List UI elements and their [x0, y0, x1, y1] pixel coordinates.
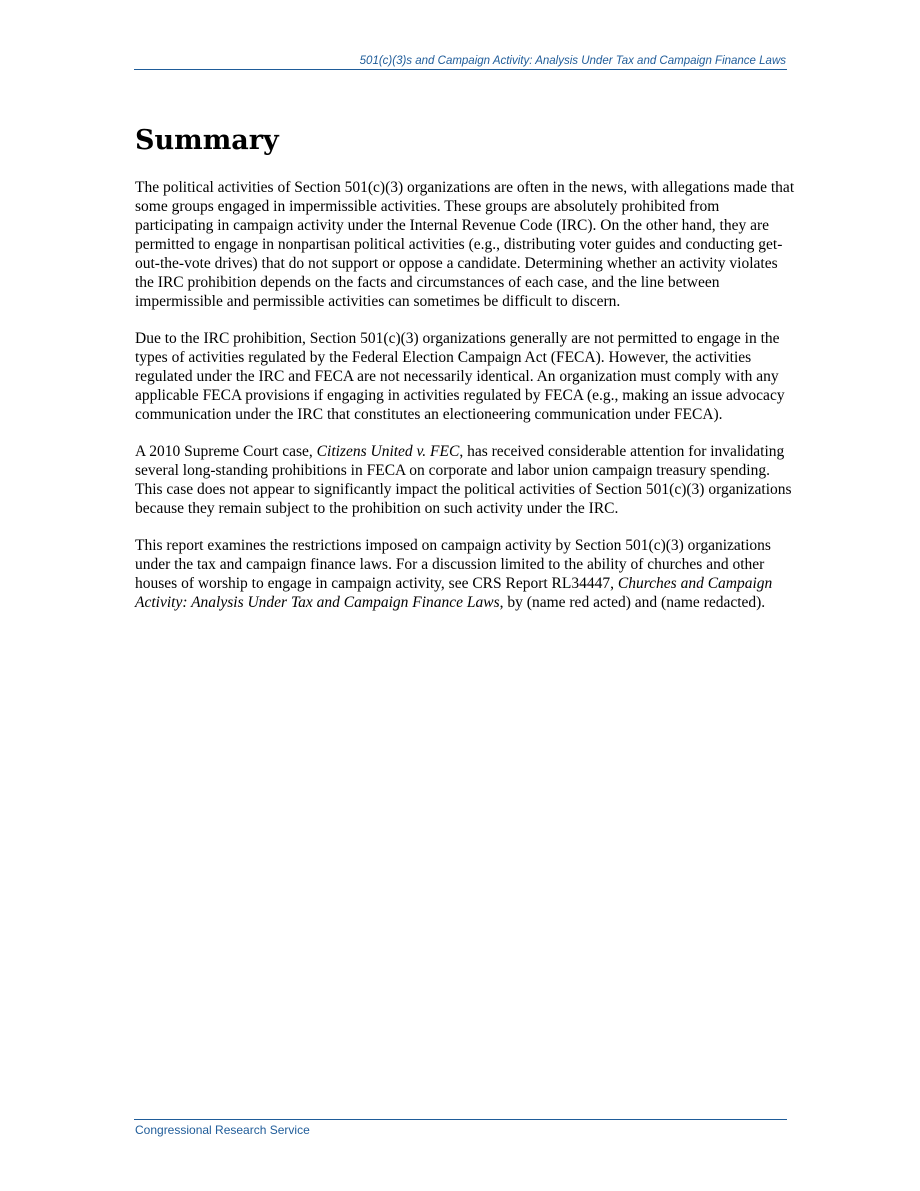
paragraph-4 — [135, 536, 795, 612]
report-title: Churches and Campaign Activity: Analysis Under Tax and Campaign Finance Laws — [135, 575, 773, 611]
case-name: Citizens United v. FEC — [316, 443, 460, 460]
paragraph-4-end: , by (name red acted) and (name redacted). — [499, 594, 766, 611]
paragraph-3 — [135, 442, 795, 518]
footer-rule — [134, 1119, 787, 1120]
page-title: Summary — [135, 125, 279, 156]
summary-body — [135, 178, 795, 630]
header-rule — [134, 69, 787, 70]
running-header: 501(c)(3)s and Campaign Activity: Analysis Under Tax and Campaign Finance Laws — [359, 55, 786, 67]
paragraph-2: Due to the IRC prohibition, Section 501(c)(3) organizations generally are not permitted to engage in the types of activities regulated by the Federal Election Campaign Act (FECA). However, the activities regulated under the IRC and FECA are not necessarily identical. An organization must comply with any applicable FECA provisions if engaging in activities regulated by FECA (e.g., making an issue advocacy communication under the IRC that constitutes an electioneering communication under FECA). — [135, 330, 785, 423]
paragraph-3-end: , has received considerable attention for invalidating several long-standing prohibitions in FECA on corporate and labor union campaign treasury spending. This case does not appear to significantly impact the political activities of Section 501(c)(3) organizations because they remain subject to the prohibition on such activity under the IRC. — [135, 443, 792, 517]
paragraph-4-start: This report examines the restrictions imposed on campaign activity by Section 501(c)(3) organizations under the tax and campaign finance laws. For a discussion limited to the ability of churches and other houses of worship to engage in campaign activity, see CRS Report RL34447, — [135, 537, 771, 592]
footer-organization: Congressional Research Service — [135, 1123, 310, 1137]
paragraph-3-start: A 2010 Supreme Court case, — [135, 443, 317, 460]
paragraph-1: The political activities of Section 501(c)(3) organizations are often in the news, with allegations made that some groups engaged in impermissible activities. These groups are absolutely prohibited from participating in campaign activity under the Internal Revenue Code (IRC). On the other hand, they are permitted to engage in nonpartisan political activities (e.g., distributing voter guides and conducting get-out-the-vote drives) that do not support or oppose a candidate. Determining whether an activity violates the IRC prohibition depends on the facts and circumstances of each case, and the line between impermissible and permissible activities can sometimes be difficult to discern. — [135, 179, 795, 310]
